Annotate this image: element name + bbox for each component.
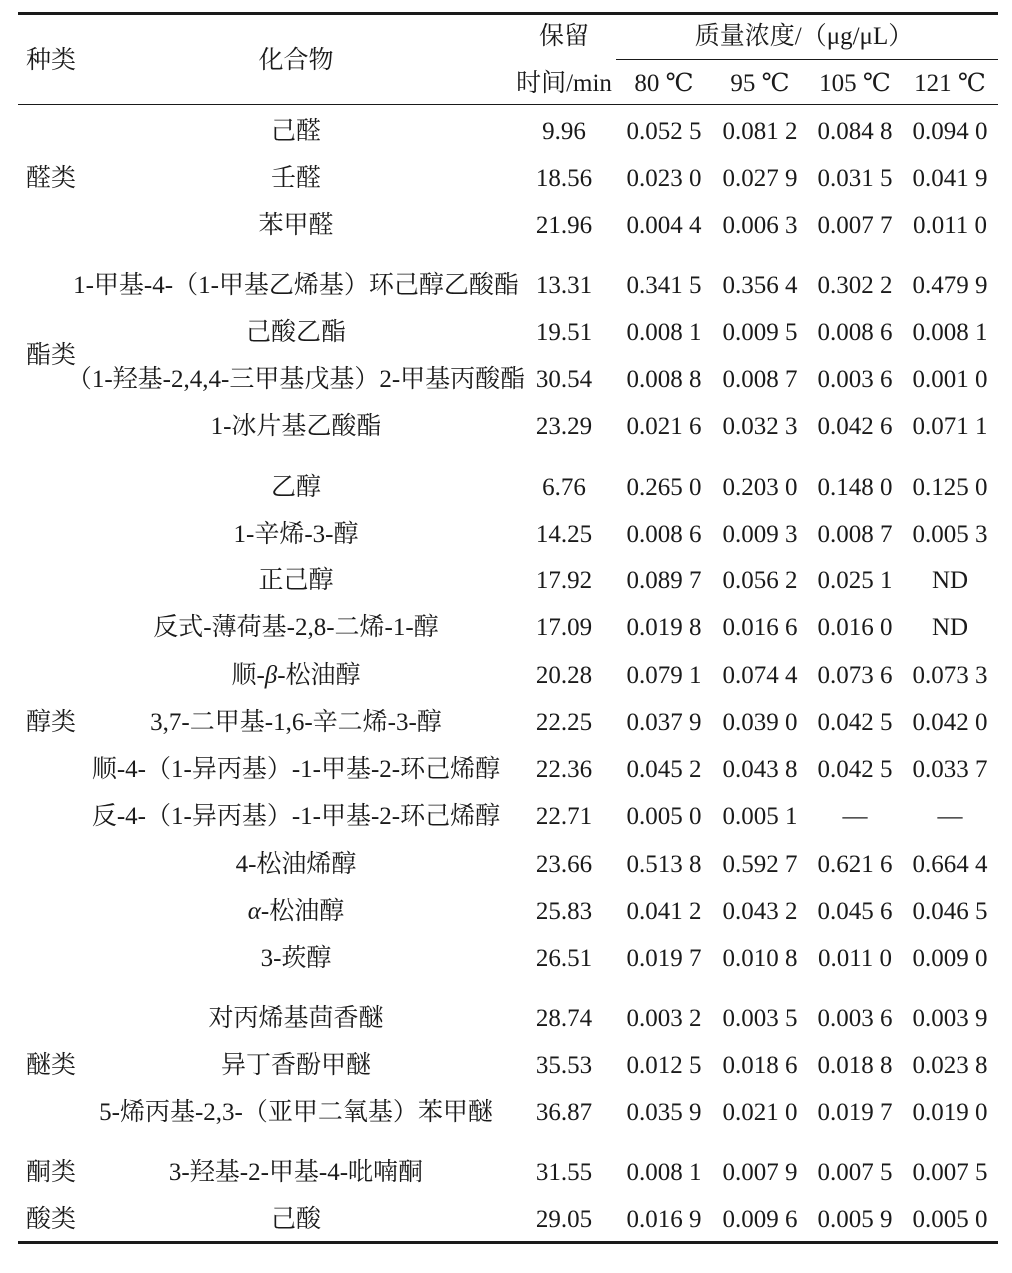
retention-time: 13.31 [535, 272, 593, 299]
compound-name [231, 659, 360, 693]
compound-name: （1-羟基-2,4,4-三甲基戊基）2-甲基丙酸酯 [66, 366, 526, 393]
header-retention-line1: 保留 [538, 23, 590, 50]
retention-time: 26.51 [535, 945, 593, 972]
compound-name-greek: α [247, 898, 261, 925]
concentration-value: 0.039 0 [722, 709, 798, 736]
retention-time: 17.92 [535, 567, 593, 594]
compound-name: 1-冰片基乙酸酯 [210, 413, 382, 440]
concentration-value: 0.019 7 [626, 945, 702, 972]
retention-time: 14.25 [535, 521, 593, 548]
compound-name: 对丙烯基茴香醚 [208, 1005, 384, 1032]
retention-time: 22.71 [535, 803, 593, 830]
concentration-value: 0.007 7 [817, 212, 893, 239]
concentration-value: 0.009 6 [722, 1206, 798, 1233]
concentration-value: 0.045 6 [817, 898, 893, 925]
concentration-value: 0.037 9 [626, 709, 702, 736]
concentration-value: 0.023 0 [626, 165, 702, 192]
concentration-value: 0.081 2 [722, 118, 798, 145]
concentration-value: 0.016 9 [626, 1206, 702, 1233]
concentration-value: 0.073 3 [912, 662, 988, 689]
concentration-value: 0.019 8 [626, 614, 702, 641]
concentration-value: 0.011 0 [912, 212, 988, 239]
concentration-value: 0.043 2 [722, 898, 798, 925]
concentration-value: 0.356 4 [722, 272, 798, 299]
compound-name: 3,7-二甲基-1,6-辛二烯-3-醇 [150, 709, 442, 736]
compound-name: 异丁香酚甲醚 [220, 1052, 372, 1079]
retention-time: 20.28 [535, 662, 593, 689]
concentration-value: 0.016 6 [722, 614, 798, 641]
concentration-value: 0.011 0 [817, 945, 893, 972]
compound-name-suffix: -松油醇 [277, 662, 361, 689]
concentration-value: 0.009 5 [722, 319, 798, 346]
header-temp-121: 121 ℃ [914, 70, 986, 97]
concentration-value: 0.027 9 [722, 165, 798, 192]
concentration-value: 0.019 7 [817, 1099, 893, 1126]
compound-name-greek: β [264, 662, 278, 689]
retention-time: 21.96 [535, 212, 593, 239]
concentration-value: 0.009 0 [912, 945, 988, 972]
category-label: 醇类 [26, 709, 77, 736]
concentration-value: 0.019 0 [912, 1099, 988, 1126]
concentration-value: 0.042 5 [817, 709, 893, 736]
header-concentration: 质量浓度/（μg/μL） [694, 23, 914, 50]
retention-time: 19.51 [535, 319, 593, 346]
concentration-value: 0.005 3 [912, 521, 988, 548]
header-retention-line2: 时间/min [516, 70, 612, 97]
concentration-value: 0.005 0 [626, 803, 702, 830]
concentration-value: 0.018 8 [817, 1052, 893, 1079]
concentration-value: 0.302 2 [817, 272, 893, 299]
concentration-value: 0.007 9 [722, 1159, 798, 1186]
concentration-value: 0.012 5 [626, 1052, 702, 1079]
retention-time: 25.83 [535, 898, 593, 925]
retention-time: 23.66 [535, 851, 593, 878]
concentration-value: 0.035 9 [626, 1099, 702, 1126]
concentration-value: 0.621 6 [817, 851, 893, 878]
concentration-value: 0.021 6 [626, 413, 702, 440]
concentration-value: 0.032 3 [722, 413, 798, 440]
concentration-value: 0.042 0 [912, 709, 988, 736]
concentration-value: 0.664 4 [912, 851, 988, 878]
concentration-value: 0.010 8 [722, 945, 798, 972]
header-temp-105: 105 ℃ [819, 70, 891, 97]
concentration-value: ND [931, 567, 969, 594]
compound-name-prefix: 顺- [231, 662, 265, 689]
retention-time: 6.76 [542, 474, 586, 501]
concentration-value: 0.007 5 [912, 1159, 988, 1186]
concentration-value: 0.033 7 [912, 756, 988, 783]
concentration-value: 0.018 6 [722, 1052, 798, 1079]
concentration-value: 0.008 1 [626, 319, 702, 346]
compound-name: 顺-4-（1-异丙基）-1-甲基-2-环己烯醇 [91, 756, 501, 783]
concentration-value: 0.043 8 [722, 756, 798, 783]
concentration-value: 0.074 4 [722, 662, 798, 689]
retention-time: 35.53 [535, 1052, 593, 1079]
concentration-value: 0.042 6 [817, 413, 893, 440]
compound-name: 乙醇 [270, 474, 322, 501]
concentration-value: 0.094 0 [912, 118, 988, 145]
header-compound: 化合物 [258, 47, 334, 74]
compound-name: 己醛 [270, 118, 322, 145]
compound-name: 反式-薄荷基-2,8-二烯-1-醇 [153, 614, 439, 641]
concentration-value: 0.265 0 [626, 474, 702, 501]
concentration-value: 0.056 2 [722, 567, 798, 594]
category-label: 酯类 [26, 342, 77, 369]
concentration-value: 0.089 7 [626, 567, 702, 594]
concentration-value: ND [931, 614, 969, 641]
concentration-value: 0.023 8 [912, 1052, 988, 1079]
concentration-value: — [937, 803, 963, 830]
header-bottom-rule [18, 104, 998, 105]
concentration-value: 0.341 5 [626, 272, 702, 299]
concentration-value: 0.084 8 [817, 118, 893, 145]
concentration-value: — [842, 803, 868, 830]
retention-time: 31.55 [535, 1159, 593, 1186]
concentration-value: 0.479 9 [912, 272, 988, 299]
concentration-value: 0.041 2 [626, 898, 702, 925]
concentration-value: 0.073 6 [817, 662, 893, 689]
category-label: 醛类 [26, 165, 77, 192]
concentration-value: 0.016 0 [817, 614, 893, 641]
compound-name: 3-莰醇 [260, 945, 332, 972]
concentration-value: 0.031 5 [817, 165, 893, 192]
concentration-value: 0.008 7 [817, 521, 893, 548]
compound-name [248, 895, 344, 929]
compound-name: 己酸乙酯 [245, 319, 347, 346]
concentration-value: 0.021 0 [722, 1099, 798, 1126]
concentration-value: 0.148 0 [817, 474, 893, 501]
concentration-value: 0.008 6 [626, 521, 702, 548]
concentration-value: 0.005 0 [912, 1206, 988, 1233]
concentration-value: 0.052 5 [626, 118, 702, 145]
compound-name: 反-4-（1-异丙基）-1-甲基-2-环己烯醇 [91, 803, 501, 830]
retention-time: 17.09 [535, 614, 593, 641]
concentration-value: 0.007 5 [817, 1159, 893, 1186]
retention-time: 36.87 [535, 1099, 593, 1126]
compound-name: 4-松油烯醇 [235, 851, 357, 878]
compound-name: 苯甲醛 [258, 212, 334, 239]
retention-time: 30.54 [535, 366, 593, 393]
concentration-value: 0.003 6 [817, 1005, 893, 1032]
concentration-value: 0.003 9 [912, 1005, 988, 1032]
compound-name: 正己醇 [258, 567, 334, 594]
concentration-subheader-rule [616, 59, 998, 60]
retention-time: 22.25 [535, 709, 593, 736]
concentration-value: 0.003 2 [626, 1005, 702, 1032]
compound-name: 1-甲基-4-（1-甲基乙烯基）环己醇乙酸酯 [73, 272, 519, 299]
compound-name-suffix: -松油醇 [260, 898, 345, 925]
concentration-value: 0.008 6 [817, 319, 893, 346]
category-label: 醚类 [26, 1052, 77, 1079]
concentration-value: 0.008 8 [626, 366, 702, 393]
concentration-value: 0.008 1 [912, 319, 988, 346]
retention-time: 9.96 [542, 118, 586, 145]
concentration-value: 0.005 1 [722, 803, 798, 830]
category-label: 酮类 [26, 1159, 77, 1186]
top-rule [18, 12, 998, 15]
concentration-value: 0.006 3 [722, 212, 798, 239]
concentration-value: 0.592 7 [722, 851, 798, 878]
header-temp-95: 95 ℃ [730, 70, 790, 97]
concentration-value: 0.008 1 [626, 1159, 702, 1186]
concentration-value: 0.071 1 [912, 413, 988, 440]
concentration-value: 0.046 5 [912, 898, 988, 925]
retention-time: 23.29 [535, 413, 593, 440]
concentration-value: 0.042 5 [817, 756, 893, 783]
concentration-value: 0.045 2 [626, 756, 702, 783]
retention-time: 29.05 [535, 1206, 593, 1233]
concentration-value: 0.008 7 [722, 366, 798, 393]
concentration-value: 0.025 1 [817, 567, 893, 594]
concentration-value: 0.203 0 [722, 474, 798, 501]
header-temp-80: 80 ℃ [634, 70, 694, 97]
compound-name: 5-烯丙基-2,3-（亚甲二氧基）苯甲醚 [99, 1099, 493, 1126]
compound-name: 己酸 [270, 1206, 322, 1233]
concentration-value: 0.004 4 [626, 212, 702, 239]
concentration-value: 0.009 3 [722, 521, 798, 548]
category-label: 酸类 [26, 1206, 77, 1233]
compound-name: 1-辛烯-3-醇 [233, 521, 359, 548]
retention-time: 22.36 [535, 756, 593, 783]
concentration-value: 0.513 8 [626, 851, 702, 878]
concentration-value: 0.005 9 [817, 1206, 893, 1233]
header-category: 种类 [26, 47, 77, 74]
concentration-value: 0.001 0 [912, 366, 988, 393]
concentration-value: 0.079 1 [626, 662, 702, 689]
retention-time: 28.74 [535, 1005, 593, 1032]
concentration-value: 0.003 6 [817, 366, 893, 393]
concentration-value: 0.125 0 [912, 474, 988, 501]
concentration-value: 0.003 5 [722, 1005, 798, 1032]
retention-time: 18.56 [535, 165, 593, 192]
concentration-value: 0.041 9 [912, 165, 988, 192]
compound-name: 壬醛 [270, 165, 322, 192]
bottom-rule [18, 1241, 998, 1244]
compound-name: 3-羟基-2-甲基-4-吡喃酮 [168, 1159, 424, 1186]
